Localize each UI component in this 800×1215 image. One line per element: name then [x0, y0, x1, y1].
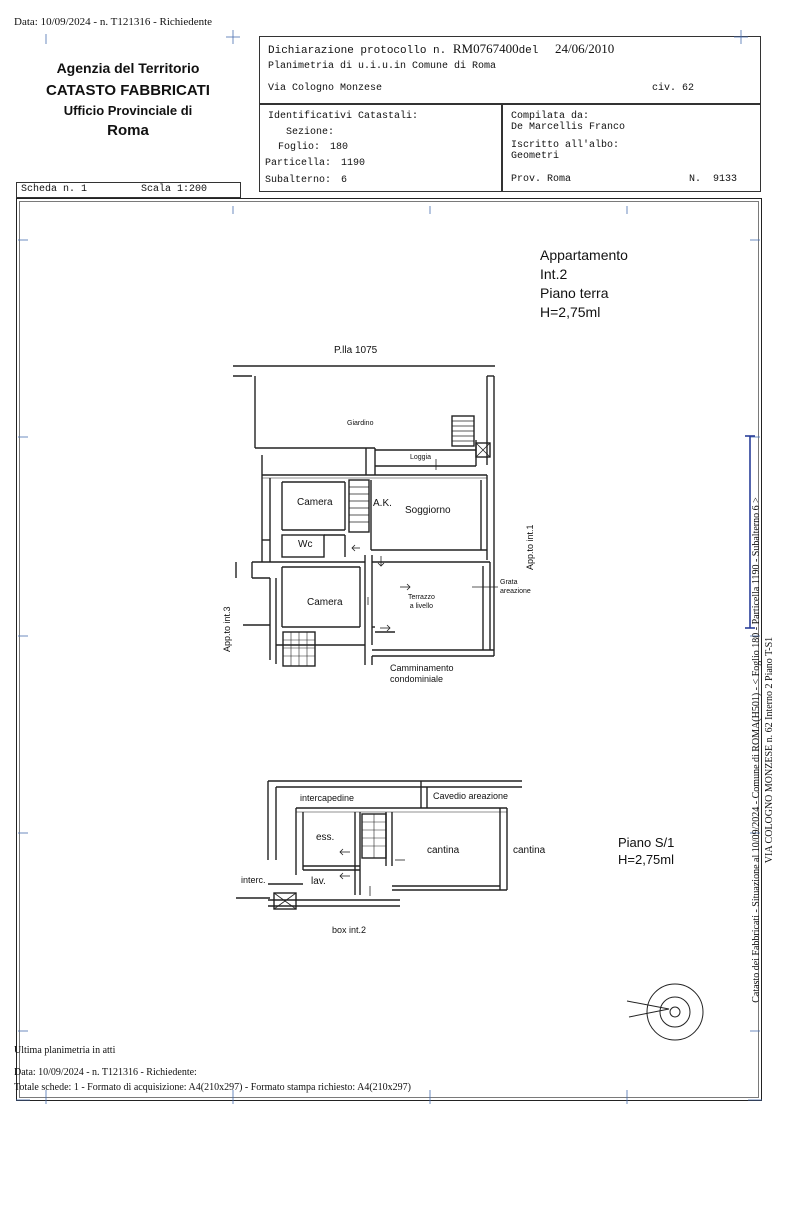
agency-name: Agenzia del Territorio	[56, 60, 200, 76]
camera-label-1: Camera	[297, 497, 333, 508]
subalterno-label: Subalterno:	[265, 175, 332, 186]
scheda-number: Scheda n. 1	[21, 184, 88, 195]
interc-label: interc.	[241, 875, 266, 885]
identifiers-title: Identificativi Catastali:	[268, 111, 419, 122]
camminamento-line-1: Camminamento	[390, 663, 454, 673]
particella-label: Particella:	[265, 158, 332, 169]
ak-label: A.K.	[373, 498, 392, 509]
grata-line-2: areazione	[500, 588, 531, 595]
app-int3-label: App.to int.3	[222, 606, 232, 652]
foglio-label: Foglio:	[278, 142, 321, 153]
civic-number: civ. 62	[652, 83, 695, 94]
cavedio-label: Cavedio areazione	[433, 791, 509, 801]
sezione-label: Sezione:	[286, 127, 335, 138]
basement-info	[618, 834, 674, 868]
del-label: del	[518, 45, 539, 57]
cantina-label-1: cantina	[427, 845, 460, 856]
box-label: box int.2	[332, 925, 367, 935]
basement-height: H=2,75ml	[618, 852, 674, 867]
address: Via Cologno Monzese	[268, 83, 383, 94]
bottom-totale: Totale schede: 1 - Formato di acquisizione: A4(210x297) - Formato stampa richiesto: A4(210x297)	[14, 1082, 411, 1093]
ufficio-label: Ufficio Provinciale di	[63, 103, 193, 118]
intercapedine-label: intercapedine	[300, 793, 355, 803]
soggiorno-label: Soggiorno	[405, 505, 451, 516]
cantina-label-2: cantina	[513, 845, 546, 856]
basement-floor: Piano S/1	[618, 835, 675, 850]
particella-value: 1190	[341, 158, 366, 169]
terrazzo-label	[408, 593, 435, 611]
compiler-name: De Marcellis Franco	[511, 122, 626, 133]
prov-label: Prov. Roma	[511, 174, 572, 185]
loggia-label: Loggia	[410, 454, 432, 461]
scale: Scala 1:200	[141, 184, 208, 195]
bottom-date: Data: 10/09/2024 - n. T121316 - Richiedente:	[14, 1067, 197, 1078]
unit-type: Appartamento	[540, 247, 628, 263]
ultima-note: Ultima planimetria in atti	[14, 1045, 116, 1056]
terrazzo-line-2: a livello	[409, 603, 434, 610]
terrazzo-line-1: Terrazzo	[408, 594, 435, 601]
side-note-line-2: VIA COLOGNO MONZESE n. 62 Interno 2 Piano T-S1	[764, 636, 775, 864]
unit-floor: Piano terra	[540, 285, 609, 301]
camera-label-2: Camera	[307, 597, 343, 608]
camminamento-label	[390, 663, 454, 685]
foglio-value: 180	[330, 142, 349, 153]
side-note-line-1: Catasto dei Fabbricati - Situazione al 10/09/2024 - Comune di ROMA(H501) - < Foglio 180 - Particella 1190 - Subalterno 6 >	[751, 497, 762, 1003]
plla-label: P.lla 1075	[334, 345, 378, 356]
unit-height: H=2,75ml	[540, 304, 601, 320]
camminamento-line-2: condominiale	[390, 674, 444, 684]
app-int1-label: App.to int.1	[525, 524, 535, 570]
catasto-title: CATASTO FABBRICATI	[46, 82, 210, 99]
declaration-date: 24/06/2010	[555, 41, 615, 56]
unit-interior: Int.2	[540, 266, 568, 282]
wc-label: Wc	[298, 539, 313, 550]
ess-label: ess.	[316, 832, 335, 843]
albo-number: N. 9133	[689, 174, 738, 185]
albo-value: Geometri	[511, 151, 560, 162]
lav-label: lav.	[311, 876, 326, 887]
top-note: Data: 10/09/2024 - n. T121316 - Richiedente	[14, 16, 213, 28]
grata-line-1: Grata	[500, 579, 518, 586]
giardino-label: Giardino	[347, 420, 374, 427]
planimetria-line: Planimetria di u.i.u.in Comune di Roma	[268, 61, 497, 72]
protocol-number: RM0767400	[452, 41, 519, 56]
declaration-label: Dichiarazione protocollo n.	[268, 45, 447, 57]
iscritto-label: Iscritto all'albo:	[511, 140, 620, 151]
unit-info	[540, 246, 628, 322]
grata-label	[500, 578, 531, 596]
ufficio-city: Roma	[107, 122, 149, 139]
side-note	[750, 285, 780, 1215]
compilata-label: Compilata da:	[511, 111, 590, 122]
subalterno-value: 6	[341, 175, 348, 186]
